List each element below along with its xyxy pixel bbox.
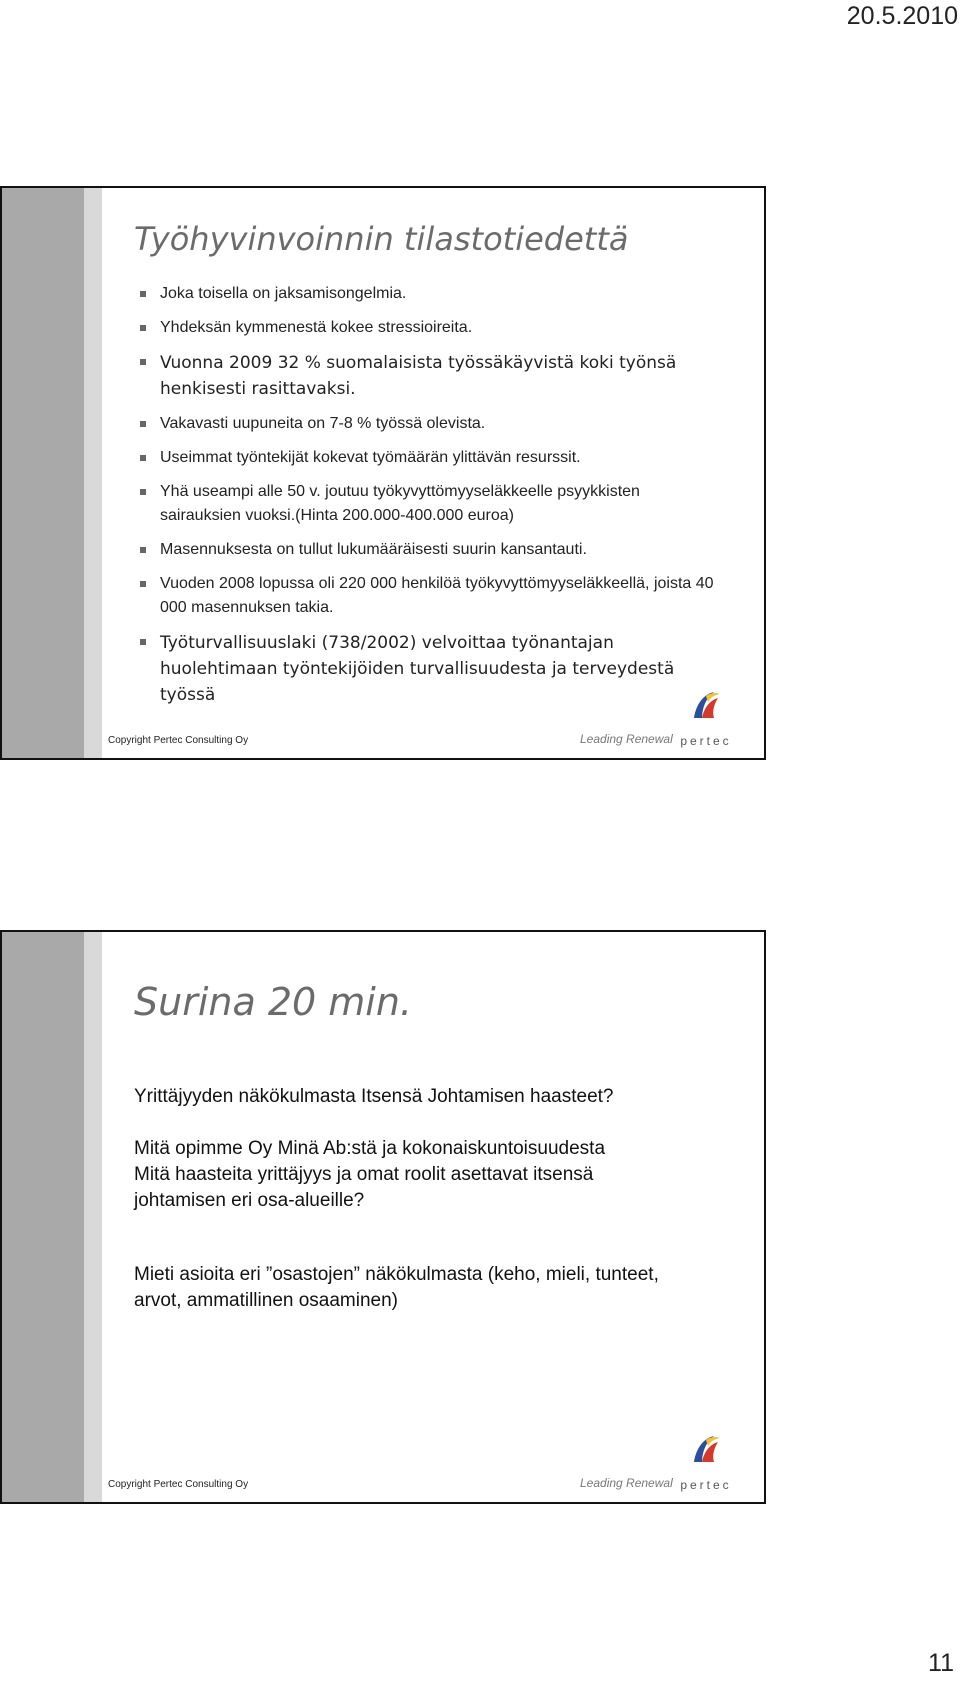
bullet-item: [140, 412, 740, 436]
square-bullet-icon: [140, 547, 146, 553]
slide-title: Työhyvinvoinnin tilastotiedettä: [134, 220, 629, 258]
square-bullet-icon: [140, 581, 146, 587]
bullet-item: [140, 572, 720, 620]
slide-question: Yrittäjyyden näkökulmasta Itsensä Johtamisen haasteet?: [134, 1086, 614, 1107]
square-bullet-icon: [140, 325, 146, 331]
page-date: 20.5.2010: [846, 2, 958, 30]
footer-tagline: Leading Renewal: [580, 1476, 673, 1490]
bullet-item: [140, 282, 740, 306]
footer-tagline: Leading Renewal: [580, 732, 673, 746]
bullet-item: [140, 316, 740, 340]
footer-copyright: Copyright Pertec Consulting Oy: [108, 1479, 249, 1490]
logo-text: pertec: [680, 1478, 732, 1492]
square-bullet-icon: [140, 291, 146, 297]
bullet-text: Vuoden 2008 lopussa oli 220 000 henkilöä työkyvyttömyyseläkkeellä, joista 40 000 masennuksen takia.: [160, 575, 714, 616]
slide-1: [0, 186, 766, 760]
bullet-text: Joka toisella on jaksamisongelmia.: [160, 285, 407, 302]
bullet-text: Useimmat työntekijät kokevat työmäärän ylittävän resurssit.: [160, 449, 581, 466]
slide-2: [0, 930, 766, 1504]
pertec-logo-icon: [688, 688, 724, 724]
slide-paragraph: Mieti asioita eri ”osastojen” näkökulmasta (keho, mieli, tunteet, arvot, ammatillinen osaaminen): [134, 1264, 659, 1311]
bullet-text: Masennuksesta on tullut lukumääräisesti suurin kansantauti.: [160, 541, 587, 558]
square-bullet-icon: [140, 455, 146, 461]
bullet-item: [140, 446, 740, 470]
slide-title: Surina 20 min.: [134, 980, 413, 1024]
bullet-text: Työturvallisuuslaki (738/2002) velvoittaa työnantajan huolehtimaan työntekijöiden turvallisuudesta ja terveydestä työssä: [160, 633, 675, 705]
square-bullet-icon: [140, 359, 146, 365]
pertec-logo: [676, 1432, 736, 1492]
bullet-text: Vakavasti uupuneita on 7-8 % työssä olevista.: [160, 415, 486, 432]
slide-band-light: [84, 188, 102, 758]
pertec-logo-icon: [688, 1432, 724, 1468]
bullet-text: Yhdeksän kymmenestä kokee stressioireita.: [160, 319, 473, 336]
bullet-text: Vuonna 2009 32 % suomalaisista työssäkäyvistä koki työnsä henkisesti rasittavaksi.: [160, 353, 677, 399]
square-bullet-icon: [140, 489, 146, 495]
square-bullet-icon: [140, 639, 146, 645]
bullet-item: [140, 480, 720, 528]
pertec-logo: [676, 688, 736, 748]
slide-band-dark: [2, 932, 84, 1502]
page-number: 11: [928, 1649, 954, 1677]
bullet-item: [140, 350, 720, 402]
slide-paragraph-line: Mitä haasteita yrittäjyys ja omat roolit asettavat itsensä johtamisen eri osa-alueille?: [134, 1164, 594, 1211]
logo-text: pertec: [680, 734, 732, 748]
square-bullet-icon: [140, 421, 146, 427]
bullet-list: [140, 282, 740, 718]
bullet-text: Yhä useampi alle 50 v. joutuu työkyvyttömyyseläkkeelle psyykkisten sairauksien vuoksi.(Hinta 200.000-400.000 euroa): [160, 483, 640, 524]
footer-copyright: Copyright Pertec Consulting Oy: [108, 735, 249, 746]
slide-paragraph-line: Mitä opimme Oy Minä Ab:stä ja kokonaiskuntoisuudesta: [134, 1138, 606, 1159]
slide-band-light: [84, 932, 102, 1502]
bullet-item: [140, 538, 740, 562]
bullet-item: [140, 630, 720, 708]
slide-band-dark: [2, 188, 84, 758]
